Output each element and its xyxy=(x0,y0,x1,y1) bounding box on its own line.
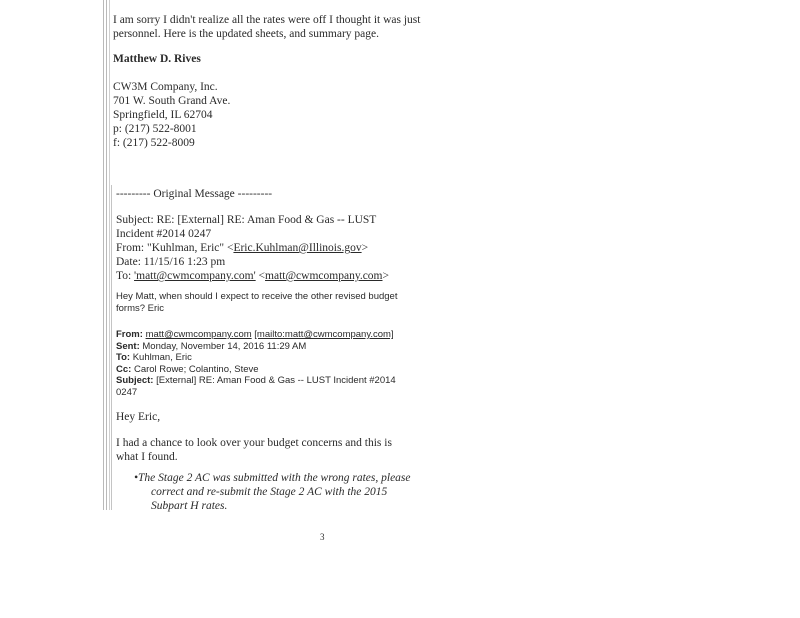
signature-street: 701 W. South Grand Ave. xyxy=(113,95,231,107)
signature-company: CW3M Company, Inc. xyxy=(113,81,218,93)
original-message-header-text: --------- Original Message --------- xyxy=(116,188,273,200)
forward-subject-value: [External] RE: Aman Food & Gas -- LUST Incident #2014 xyxy=(156,375,396,386)
forward-cc-label: Cc: xyxy=(116,363,132,375)
signature-name-text: Matthew D. Rives xyxy=(113,53,201,65)
forward-cc xyxy=(116,364,396,376)
body-line: I had a chance to look over your budget concerns and this is xyxy=(116,437,392,449)
forward-to xyxy=(116,352,396,364)
signature-block xyxy=(113,80,230,150)
original-message-meta xyxy=(116,213,389,283)
forward-meta xyxy=(116,329,396,398)
quote-bar xyxy=(106,0,107,510)
from-end: > xyxy=(361,242,369,254)
bullet-dot-icon: • xyxy=(134,472,139,484)
body-line: what I found. xyxy=(116,451,178,463)
forward-sent-value: Monday, November 14, 2016 11:29 AM xyxy=(142,340,307,352)
original-date xyxy=(116,255,389,269)
subject-value: RE: [External] RE: Aman Food & Gas -- LUST xyxy=(156,214,377,226)
forward-cc-value: Carol Rowe; Colantino, Steve xyxy=(133,363,259,375)
eric-message-line: forms? Eric xyxy=(116,302,165,314)
subject-label: Subject: xyxy=(116,214,154,226)
signature-city: Springfield, IL 62704 xyxy=(113,109,213,121)
reply-text xyxy=(113,13,420,41)
eric-message-line: Hey Matt, when should I expect to receive the other revised budget xyxy=(116,291,398,302)
quote-bar xyxy=(103,0,104,510)
forward-mailto-link[interactable]: [mailto:matt@cwmcompany.com] xyxy=(254,329,394,340)
bullet-text: The Stage 2 AC was submitted with the wrong rates, please xyxy=(138,472,411,484)
signature-phone: p: (217) 522-8001 xyxy=(113,123,197,135)
forward-from-email-link[interactable]: matt@cwmcompany.com xyxy=(145,329,252,340)
forward-sent xyxy=(116,341,396,353)
original-message-header xyxy=(116,187,272,201)
from-label: From: xyxy=(116,242,145,254)
forward-subject xyxy=(116,375,396,387)
reply-line: I am sorry I didn't realize all the rates were off I thought it was just xyxy=(113,14,421,26)
to-end: > xyxy=(382,270,389,282)
forward-subject-label: Subject: xyxy=(116,375,154,386)
to-name-link[interactable]: 'matt@cwmcompany.com' xyxy=(134,270,256,282)
forward-from xyxy=(116,329,396,341)
to-email-link[interactable]: matt@cwmcompany.com xyxy=(265,270,383,282)
bullet-item xyxy=(134,471,411,513)
bullet-line: correct and re-submit the Stage 2 AC with the 2015 xyxy=(151,486,388,498)
original-from xyxy=(116,241,389,255)
greeting-text: Hey Eric, xyxy=(116,411,161,423)
forward-to-value: Kuhlman, Eric xyxy=(132,352,192,363)
bullet-line: Subpart H rates. xyxy=(151,500,228,512)
from-email-link[interactable]: Eric.Kuhlman@Illinois.gov xyxy=(233,242,362,254)
signature-fax: f: (217) 522-8009 xyxy=(113,137,195,149)
to-lt: < xyxy=(255,270,266,282)
greeting xyxy=(116,410,160,424)
forward-sent-label: Sent: xyxy=(116,340,140,352)
body-text xyxy=(116,436,392,464)
date-label: Date: xyxy=(116,256,141,268)
original-to xyxy=(116,269,389,283)
forward-from-label: From: xyxy=(116,329,143,340)
eric-message xyxy=(116,291,397,314)
date-value: 11/15/16 1:23 pm xyxy=(143,256,226,268)
forward-to-label: To: xyxy=(116,352,131,363)
quote-bar xyxy=(111,185,112,510)
from-name: "Kuhlman, Eric" < xyxy=(147,242,234,254)
to-label: To: xyxy=(116,270,132,282)
reply-line: personnel. Here is the updated sheets, and summary page. xyxy=(113,28,380,40)
signature-name xyxy=(113,52,201,66)
original-subject xyxy=(116,213,389,227)
page-number: 3 xyxy=(320,532,325,542)
quote-bar xyxy=(109,0,110,510)
bullet-line xyxy=(134,471,411,485)
original-subject-cont: Incident #2014 0247 xyxy=(116,228,212,240)
forward-subject-cont: 0247 xyxy=(116,386,138,398)
